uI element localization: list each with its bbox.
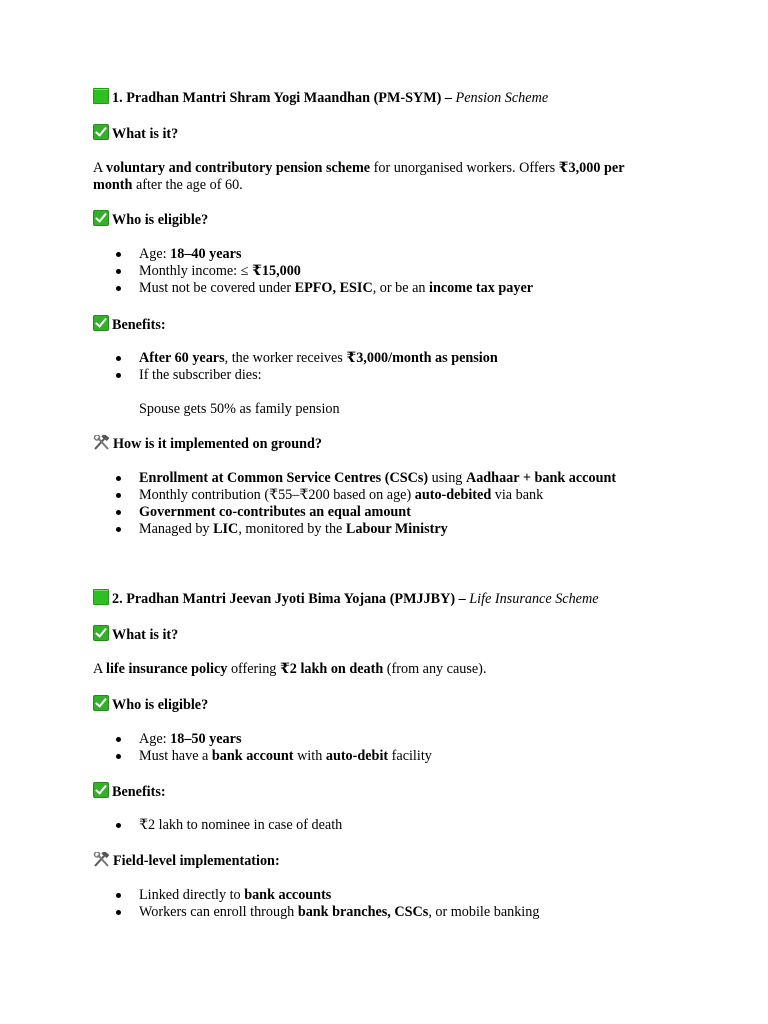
bullet-icon (116, 527, 121, 532)
bullet-icon (116, 754, 121, 759)
check-mark-icon (93, 315, 109, 331)
section-2-benefits-heading: Benefits: (93, 782, 166, 801)
section-2-title: 2. Pradhan Mantri Jeevan Jyoti Bima Yojana (PMJJBY) – Life Insurance Scheme (93, 589, 599, 608)
hammer-wrench-icon (93, 852, 110, 867)
green-square-icon (93, 589, 109, 605)
list-item: Monthly income: ≤ ₹15,000 (139, 263, 301, 279)
list-item: After 60 years, the worker receives ₹3,000/month as pension (139, 350, 498, 366)
bullet-icon (116, 493, 121, 498)
section-1-title-italic: Pension Scheme (455, 90, 549, 106)
hammer-wrench-icon (93, 435, 110, 450)
green-square-icon (93, 88, 109, 104)
list-item: Workers can enroll through bank branches, CSCs, or mobile banking (139, 904, 540, 920)
bullet-icon (116, 823, 121, 828)
bullet-icon (116, 737, 121, 742)
bullet-icon (116, 910, 121, 915)
list-item: Managed by LIC, monitored by the Labour Ministry (139, 521, 448, 537)
list-item: Enrollment at Common Service Centres (CSCs) using Aadhaar + bank account (139, 470, 617, 486)
bullet-icon (116, 510, 121, 515)
bullet-icon (116, 476, 121, 481)
list-item-subtext: Spouse gets 50% as family pension (139, 401, 340, 417)
section-2-eligible-heading: Who is eligible? (93, 695, 208, 714)
section-1-benefits-heading: Benefits: (93, 315, 166, 334)
check-mark-icon (93, 625, 109, 641)
bullet-icon (116, 893, 121, 898)
check-mark-icon (93, 124, 109, 140)
section-2-impl-heading: Field-level implementation: (93, 852, 280, 870)
list-item: Age: 18–50 years (139, 731, 242, 747)
list-item: Monthly contribution (₹55–₹200 based on age) auto-debited via bank (139, 487, 544, 503)
section-2-title-italic: Life Insurance Scheme (469, 591, 599, 607)
section-1-title: 1. Pradhan Mantri Shram Yogi Maandhan (PM-SYM) – Pension Scheme (93, 88, 548, 107)
bullet-icon (116, 252, 121, 257)
section-1-what-heading: What is it? (93, 124, 178, 143)
list-item: ₹2 lakh to nominee in case of death (139, 817, 343, 833)
check-mark-icon (93, 210, 109, 226)
list-item: Must have a bank account with auto-debit facility (139, 748, 432, 764)
check-mark-icon (93, 782, 109, 798)
section-1-eligible-heading: Who is eligible? (93, 210, 208, 229)
bullet-icon (116, 286, 121, 291)
list-item: Must not be covered under EPFO, ESIC, or be an income tax payer (139, 280, 534, 296)
bullet-icon (116, 356, 121, 361)
bullet-icon (116, 373, 121, 378)
check-mark-icon (93, 695, 109, 711)
list-item: Age: 18–40 years (139, 246, 242, 262)
list-item: Government co-contributes an equal amount (139, 504, 411, 520)
bullet-icon (116, 269, 121, 274)
section-1-what-text: A voluntary and contributory pension scheme for unorganised workers. Offers ₹3,000 per month after the age of 60. (93, 160, 625, 193)
list-item: Linked directly to bank accounts (139, 887, 332, 903)
section-1-impl-heading: How is it implemented on ground? (93, 435, 322, 453)
section-2-what-heading: What is it? (93, 625, 178, 644)
list-item: If the subscriber dies: (139, 367, 262, 383)
section-2-what-text: A life insurance policy offering ₹2 lakh on death (from any cause). (93, 661, 487, 677)
